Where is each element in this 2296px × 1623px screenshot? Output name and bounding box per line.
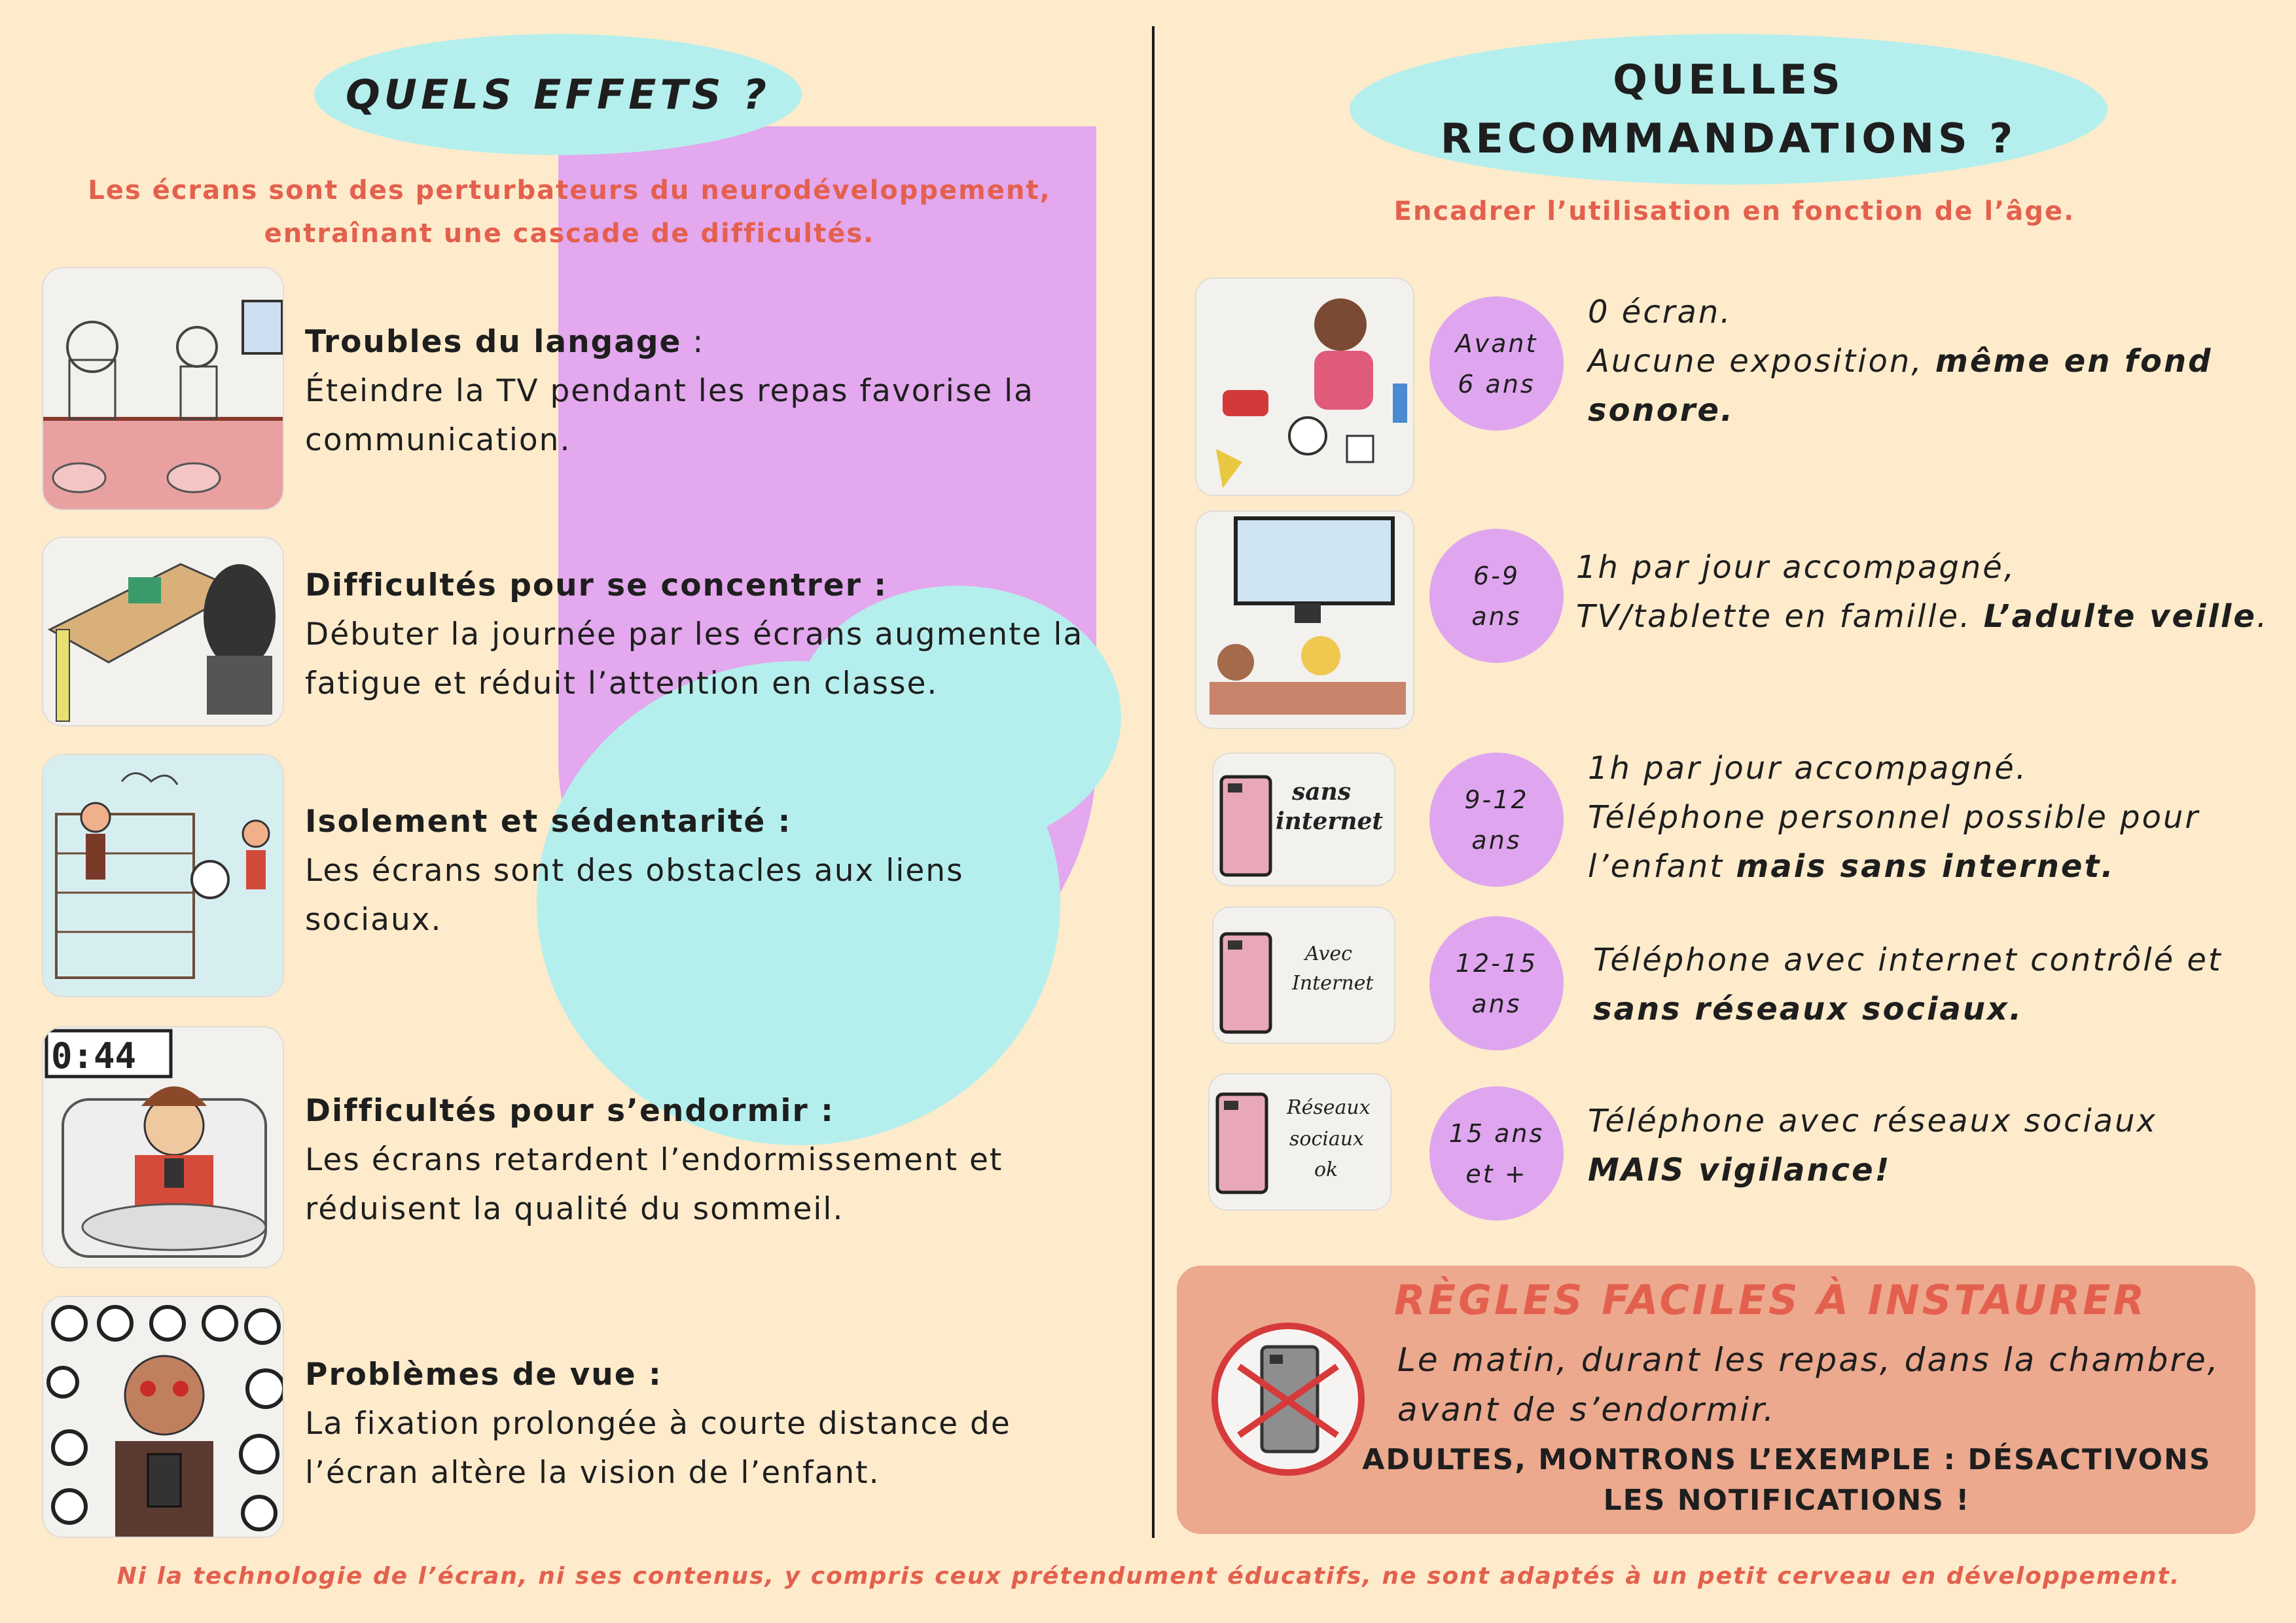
rec-9-12 xyxy=(1588,744,2249,891)
rec-line xyxy=(1588,842,2249,891)
rec-emphasis: MAIS vigilance! xyxy=(1588,1152,1892,1188)
age-line: 15 ans xyxy=(1448,1118,1545,1148)
drawing-child-desk-image xyxy=(42,537,284,726)
thumb-label: Avec xyxy=(1305,942,1352,965)
rec-emphasis: même en fond xyxy=(1935,343,2213,380)
right-subtitle: Encadrer l’utilisation en fonction de l’âge. xyxy=(1393,196,2075,226)
item-title: Difficultés pour se concentrer : xyxy=(305,567,888,603)
rec-line: 1h par jour accompagné. xyxy=(1588,750,2028,787)
drawing-children-playing-image xyxy=(42,754,284,997)
drawing-child-clocks-image xyxy=(42,1296,284,1538)
item-separator: : xyxy=(681,324,705,360)
rec-part: . xyxy=(2256,598,2269,635)
rec-15-plus xyxy=(1588,1097,2249,1195)
rec-part: TV/tablette en famille. xyxy=(1576,598,1984,635)
right-title-line2: RECOMMANDATIONS ? xyxy=(1440,115,2017,162)
drawing-phone-with-internet-image xyxy=(1212,906,1395,1044)
rules-text xyxy=(1397,1335,2222,1435)
age-badge-15-plus xyxy=(1429,1086,1564,1221)
age-badge-6-9 xyxy=(1429,529,1564,663)
item-title: Isolement et sédentarité : xyxy=(305,804,792,840)
item-text: Les écrans sont des obstacles aux liens sociaux. xyxy=(305,853,964,938)
rec-line: Téléphone avec réseaux sociaux xyxy=(1588,1103,2157,1139)
footer-note: Ni la technologie de l’écran, ni ses contenus, y compris ceux prétendument éducatifs, ne sont adaptés à un petit cerveau en développement. xyxy=(117,1563,2181,1590)
rec-12-15 xyxy=(1593,936,2254,1034)
rec-line xyxy=(1576,592,2283,641)
thumb-label: Réseaux xyxy=(1287,1096,1371,1119)
thumb-label: ok xyxy=(1314,1158,1338,1181)
age-line: 12-15 xyxy=(1455,948,1538,978)
item-title: Troubles du langage xyxy=(305,324,682,360)
no-phone-icon xyxy=(1210,1321,1367,1478)
item-title: Problèmes de vue : xyxy=(305,1357,662,1393)
rec-line: 0 écran. xyxy=(1588,294,1732,330)
rec-before-6 xyxy=(1588,288,2242,435)
rec-part: Aucune exposition, xyxy=(1588,343,1935,380)
age-line: 9-12 xyxy=(1464,785,1529,814)
left-item-vision xyxy=(305,1350,1090,1497)
age-badge-9-12 xyxy=(1429,753,1564,887)
rec-6-9 xyxy=(1576,543,2283,641)
clock-text: 0:44 xyxy=(51,1035,137,1077)
left-item-sleep xyxy=(305,1086,1064,1234)
age-line: 6-9 xyxy=(1473,561,1520,590)
thumb-label: sans xyxy=(1292,778,1352,806)
thumb-label: internet xyxy=(1276,808,1384,835)
item-text: Éteindre la TV pendant les repas favorise la communication. xyxy=(305,373,1034,458)
rec-line xyxy=(1588,386,2242,435)
rules-cta-line: LES NOTIFICATIONS ! xyxy=(1603,1484,1971,1517)
age-line: Avant xyxy=(1455,329,1538,358)
left-item-concentration xyxy=(305,561,1117,708)
rec-emphasis: L’adulte veille xyxy=(1983,598,2257,635)
age-badge-before-6 xyxy=(1429,296,1564,431)
rec-line: Téléphone avec internet contrôlé et xyxy=(1593,942,2223,978)
rec-part: l’enfant xyxy=(1588,848,1736,885)
drawing-family-meal-image xyxy=(42,267,284,510)
drawing-family-tv-image xyxy=(1195,510,1414,729)
rec-line xyxy=(1588,337,2242,386)
drawing-phone-no-internet-image xyxy=(1212,753,1395,886)
drawing-phone-social-media-image xyxy=(1208,1073,1391,1211)
item-text: Débuter la journée par les écrans augmente la fatigue et réduit l’attention en classe. xyxy=(305,616,1084,702)
rules-cta-line: ADULTES, MONTRONS L’EXEMPLE : DÉSACTIVONS xyxy=(1362,1443,2212,1476)
item-title: Difficultés pour s’endormir : xyxy=(305,1093,834,1129)
left-item-language xyxy=(305,317,1117,465)
left-subtitle-line2: entraînant une cascade de difficultés. xyxy=(264,219,875,249)
right-title-line1: QUELLES xyxy=(1613,56,1844,103)
age-badge-12-15 xyxy=(1429,916,1564,1050)
item-text: Les écrans retardent l’endormissement et réduisent la qualité du sommeil. xyxy=(305,1142,1003,1227)
left-item-isolation xyxy=(305,797,1025,944)
age-line: et + xyxy=(1465,1159,1528,1188)
rules-call-to-action xyxy=(1361,1440,2212,1521)
column-divider xyxy=(1152,26,1155,1538)
left-subtitle xyxy=(65,169,1073,255)
drawing-child-in-bed-image xyxy=(42,1026,284,1268)
drawing-toddler-toys-image xyxy=(1195,277,1414,496)
right-title xyxy=(1350,34,2108,185)
rec-emphasis: sans réseaux sociaux. xyxy=(1593,991,2024,1027)
left-title: QUELS EFFETS ? xyxy=(314,34,802,155)
left-subtitle-line1: Les écrans sont des perturbateurs du neurodéveloppement, xyxy=(88,175,1051,205)
age-line: 6 ans xyxy=(1458,369,1535,399)
rec-line xyxy=(1593,985,2254,1034)
thumb-label: Internet xyxy=(1292,972,1374,995)
rec-emphasis: sonore. xyxy=(1588,392,1735,429)
age-line: ans xyxy=(1471,989,1522,1018)
age-line: ans xyxy=(1471,601,1522,631)
item-text: La fixation prolongée à courte distance de l’écran altère la vision de l’enfant. xyxy=(305,1406,1011,1491)
age-line: ans xyxy=(1471,825,1522,855)
rules-line: avant de s’endormir. xyxy=(1397,1391,1776,1429)
rec-line: 1h par jour accompagné, xyxy=(1576,549,2017,586)
thumb-label: sociaux xyxy=(1289,1128,1364,1150)
rules-line: Le matin, durant les repas, dans la chambre, xyxy=(1397,1341,2220,1379)
rules-title: RÈGLES FACILES À INSTAURER xyxy=(1394,1276,2147,1324)
rec-line: Téléphone personnel possible pour xyxy=(1588,799,2200,836)
rec-line xyxy=(1588,1146,2249,1195)
rec-emphasis: mais sans internet. xyxy=(1736,848,2115,885)
